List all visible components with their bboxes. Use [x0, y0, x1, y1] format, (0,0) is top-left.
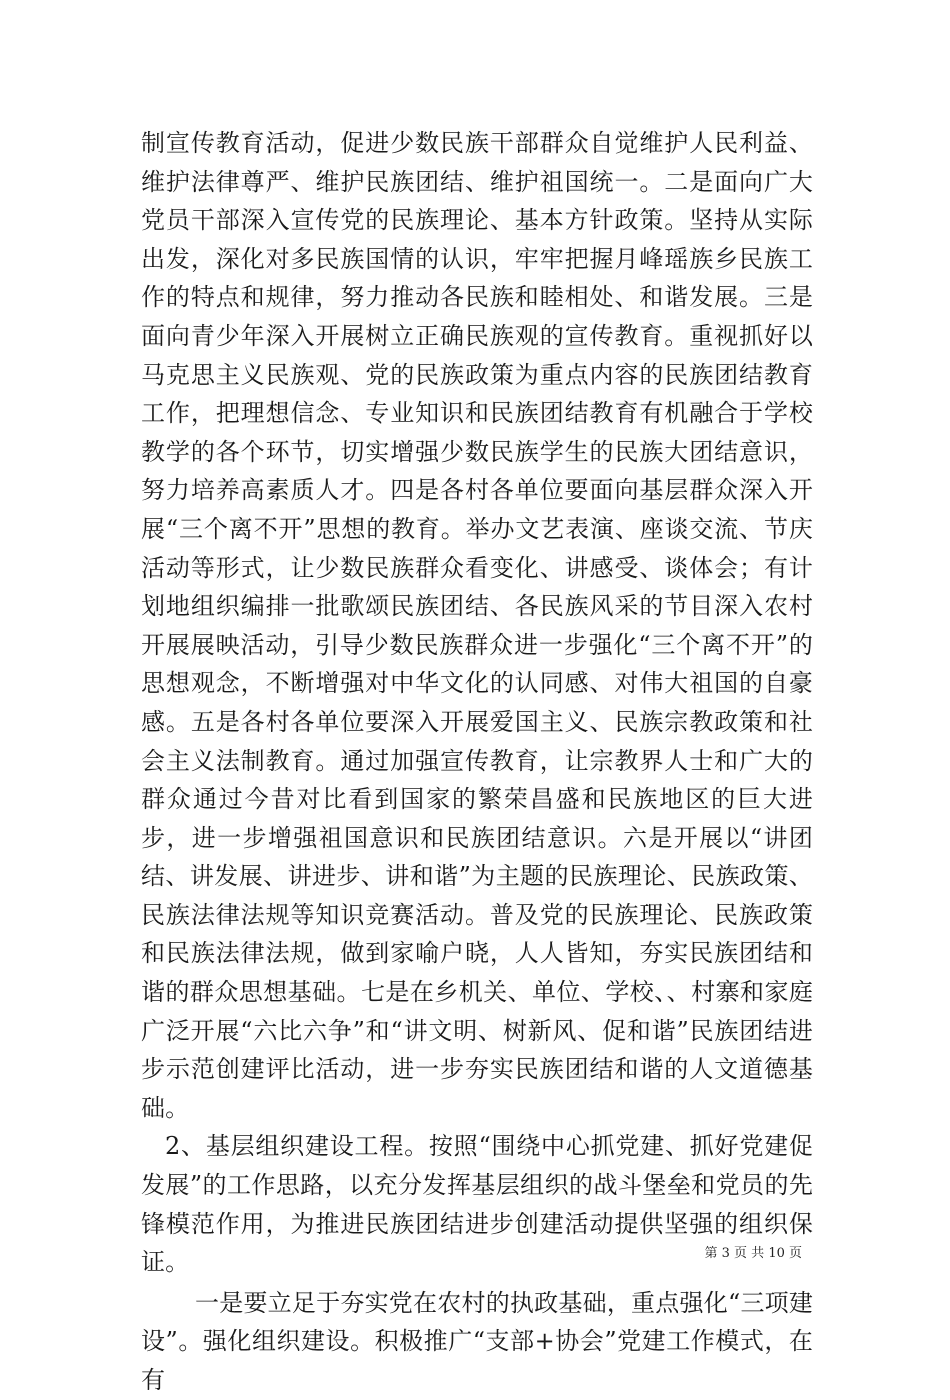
paragraph-continued: 制宣传教育活动，促进少数民族干部群众自觉维护人民利益、维护法律尊严、维护民族团结、维护祖国统一。二是面向广大党员干部深入宣传党的民族理论、基本方针政策。坚持从实际出发，深化对多民族国情的认识，牢牢把握月峰瑶族乡民族工作的特点和规律，努力推动各民族和睦相处、和谐发展。三是面向青少年深入开展树立正确民族观的宣传教育。重视抓好以马克思主义民族观、党的民族政策为重点内容的民族团结教育工作，把理想信念、专业知识和民族团结教育有机融合于学校教学的各个环节，切实增强少数民族学生的民族大团结意识，努力培养高素质人才。四是各村各单位要面向基层群众深入开展“三个离不开”思想的教育。举办文艺表演、座谈交流、节庆活动等形式，让少数民族群众看变化、讲感受、谈体会；有计划地组织编排一批歌颂民族团结、各民族风采的节目深入农村开展展映活动，引导少数民族群众进一步强化“三个离不开”的思想观念，不断增强对中华文化的认同感、对伟大祖国的自豪感。五是各村各单位要深入开展爱国主义、民族宗教政策和社会主义法制教育。通过加强宣传教育，让宗教界人士和广大的群众通过今昔对比看到国家的繁荣昌盛和民族地区的巨大进步，进一步增强祖国意识和民族团结意识。六是开展以“讲团结、讲发展、讲进步、讲和谐”为主题的民族理论、民族政策、民族法律法规等知识竞赛活动。普及党的民族理论、民族政策和民族法律法规，做到家喻户晓，人人皆知，夯实民族团结和谐的群众思想基础。七是在乡机关、单位、学校、、村寨和家庭广泛开展“六比六争”和“讲文明、树新风、促和谐”民族团结进步示范创建评比活动，进一步夯实民族团结和谐的人文道德基础。	[141, 129, 813, 1122]
body-text	[141, 124, 813, 1400]
paragraph-item-1: 一是要立足于夯实党在农村的执政基础，重点强化“三项建设”。强化组织建设。积极推广“支部+协会”党建工作模式，在有	[141, 1288, 813, 1394]
paragraph-section-2: 2、基层组织建设工程。按照“围绕中心抓党建、抓好党建促发展”的工作思路，以充分发挥基层组织的战斗堡垒和党员的先锋模范作用，为推进民族团结进步创建活动提供坚强的组织保证。	[141, 1132, 813, 1277]
page-number-footer: 第 3 页 共 10 页	[704, 1246, 802, 1261]
